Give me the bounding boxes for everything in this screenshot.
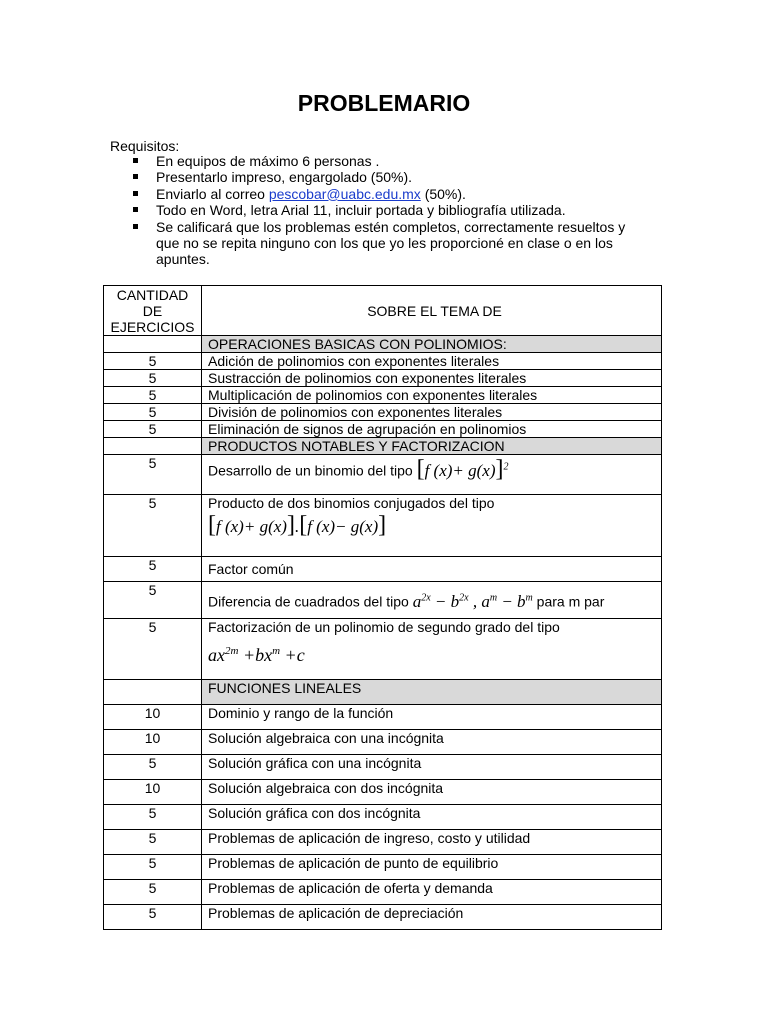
exercise-count: 5 bbox=[104, 370, 202, 387]
exercise-topic: Dominio y rango de la función bbox=[202, 705, 662, 730]
table-row bbox=[104, 905, 662, 930]
exercise-topic: Diferencia de cuadrados del tipo $a^{2x} - b^{2x}$ , $a^m - b^m$ para m par bbox=[202, 582, 662, 619]
exercise-topic: Problemas de aplicación de oferta y demanda bbox=[202, 880, 662, 905]
header-topic: SOBRE EL TEMA DE bbox=[202, 286, 662, 336]
exercise-count: 10 bbox=[104, 730, 202, 755]
exercise-topic: Solución gráfica con dos incógnita bbox=[202, 805, 662, 830]
exercise-count: 5 bbox=[104, 353, 202, 370]
table-row bbox=[104, 880, 662, 905]
exercise-count: 5 bbox=[104, 557, 202, 582]
exercise-topic: Desarrollo de un binomio del tipo [f (x)+ g(x)]$^2$ bbox=[202, 455, 662, 495]
table-row bbox=[104, 855, 662, 880]
exercise-count: 5 bbox=[104, 404, 202, 421]
requirements-label: Requisitos: bbox=[110, 138, 180, 154]
formula-difference-of-squares: $a^{2x} - b^{2x}$ , $a^m - b^m$ bbox=[412, 591, 533, 611]
exercise-count: 5 bbox=[104, 619, 202, 680]
requirements-list bbox=[110, 153, 640, 268]
table-row bbox=[104, 495, 662, 557]
exercise-count: 5 bbox=[104, 880, 202, 905]
exercise-count: 10 bbox=[104, 705, 202, 730]
table-row bbox=[104, 387, 662, 404]
requirement-item: Se calificará que los problemas estén completos, correctamente resueltos y que no se repita ninguno con los que yo les proporcioné en clase o en los apuntes. bbox=[110, 219, 640, 268]
requirement-item: Todo en Word, letra Arial 11, incluir portada y bibliografía utilizada. bbox=[110, 202, 640, 218]
table-header-row bbox=[104, 286, 662, 336]
page-title: PROBLEMARIO bbox=[297, 90, 471, 116]
exercise-topic: Eliminación de signos de agrupación en polinomios bbox=[202, 421, 662, 438]
exercise-topic: Problemas de aplicación de ingreso, costo y utilidad bbox=[202, 830, 662, 855]
table-row bbox=[104, 404, 662, 421]
exercise-count: 5 bbox=[104, 495, 202, 557]
table-row bbox=[104, 421, 662, 438]
exercise-table bbox=[103, 285, 662, 930]
exercise-count: 5 bbox=[104, 805, 202, 830]
exercise-topic: Problemas de aplicación de depreciación bbox=[202, 905, 662, 930]
table-row bbox=[104, 619, 662, 680]
exercise-count: 5 bbox=[104, 855, 202, 880]
table-row bbox=[104, 353, 662, 370]
exercise-count: 10 bbox=[104, 780, 202, 805]
section-row bbox=[104, 336, 662, 353]
table-row bbox=[104, 455, 662, 495]
exercise-count: 5 bbox=[104, 830, 202, 855]
exercise-count: 5 bbox=[104, 582, 202, 619]
section-title: FUNCIONES LINEALES bbox=[202, 680, 662, 705]
requirement-item: Presentarlo impreso, engargolado (50%). bbox=[110, 169, 640, 185]
exercise-topic: Factorización de un polinomio de segundo grado del tipo $ax^{2m} +bx^m +c$ bbox=[202, 619, 662, 680]
header-count: CANTIDAD DE EJERCICIOS bbox=[104, 286, 202, 336]
exercise-topic: Solución algebraica con dos incógnita bbox=[202, 780, 662, 805]
requirement-item: En equipos de máximo 6 personas . bbox=[110, 153, 640, 169]
section-title: PRODUCTOS NOTABLES Y FACTORIZACION bbox=[202, 438, 662, 455]
email-link[interactable]: pescobar@uabc.edu.mx bbox=[268, 185, 421, 202]
exercise-topic: Multiplicación de polinomios con exponentes literales bbox=[202, 387, 662, 404]
section-row bbox=[104, 438, 662, 455]
table-row bbox=[104, 830, 662, 855]
exercise-count: 5 bbox=[104, 905, 202, 930]
table-row bbox=[104, 582, 662, 619]
exercise-count: 5 bbox=[104, 421, 202, 438]
table-row bbox=[104, 730, 662, 755]
section-row bbox=[104, 680, 662, 705]
exercise-topic: Solución gráfica con una incógnita bbox=[202, 755, 662, 780]
exercise-topic: Adición de polinomios con exponentes literales bbox=[202, 353, 662, 370]
table-row bbox=[104, 805, 662, 830]
exercise-count: 5 bbox=[104, 387, 202, 404]
exercise-topic: Problemas de aplicación de punto de equilibrio bbox=[202, 855, 662, 880]
table-row bbox=[104, 780, 662, 805]
formula-quadratic: $ax^{2m} +bx^m +c$ bbox=[208, 645, 305, 665]
exercise-count: 5 bbox=[104, 755, 202, 780]
exercise-topic: Factor común bbox=[202, 557, 662, 582]
exercise-topic: Solución algebraica con una incógnita bbox=[202, 730, 662, 755]
table-row bbox=[104, 557, 662, 582]
table-row bbox=[104, 370, 662, 387]
exercise-count: 5 bbox=[104, 455, 202, 495]
requirement-item: Enviarlo al correo pescobar@uabc.edu.mx (50%). bbox=[110, 186, 640, 202]
exercise-topic: División de polinomios con exponentes literales bbox=[202, 404, 662, 421]
formula-conjugates: [f (x)+ g(x)].[f (x)− g(x)] bbox=[208, 512, 387, 538]
section-title: OPERACIONES BASICAS CON POLINOMIOS: bbox=[202, 336, 662, 353]
formula-binomial: [f (x)+ g(x)]$^2$ bbox=[416, 455, 509, 482]
table-row bbox=[104, 755, 662, 780]
table-row bbox=[104, 705, 662, 730]
exercise-topic: Producto de dos binomios conjugados del tipo [f (x)+ g(x)].[f (x)− g(x)] bbox=[202, 495, 662, 557]
exercise-topic: Sustracción de polinomios con exponentes literales bbox=[202, 370, 662, 387]
